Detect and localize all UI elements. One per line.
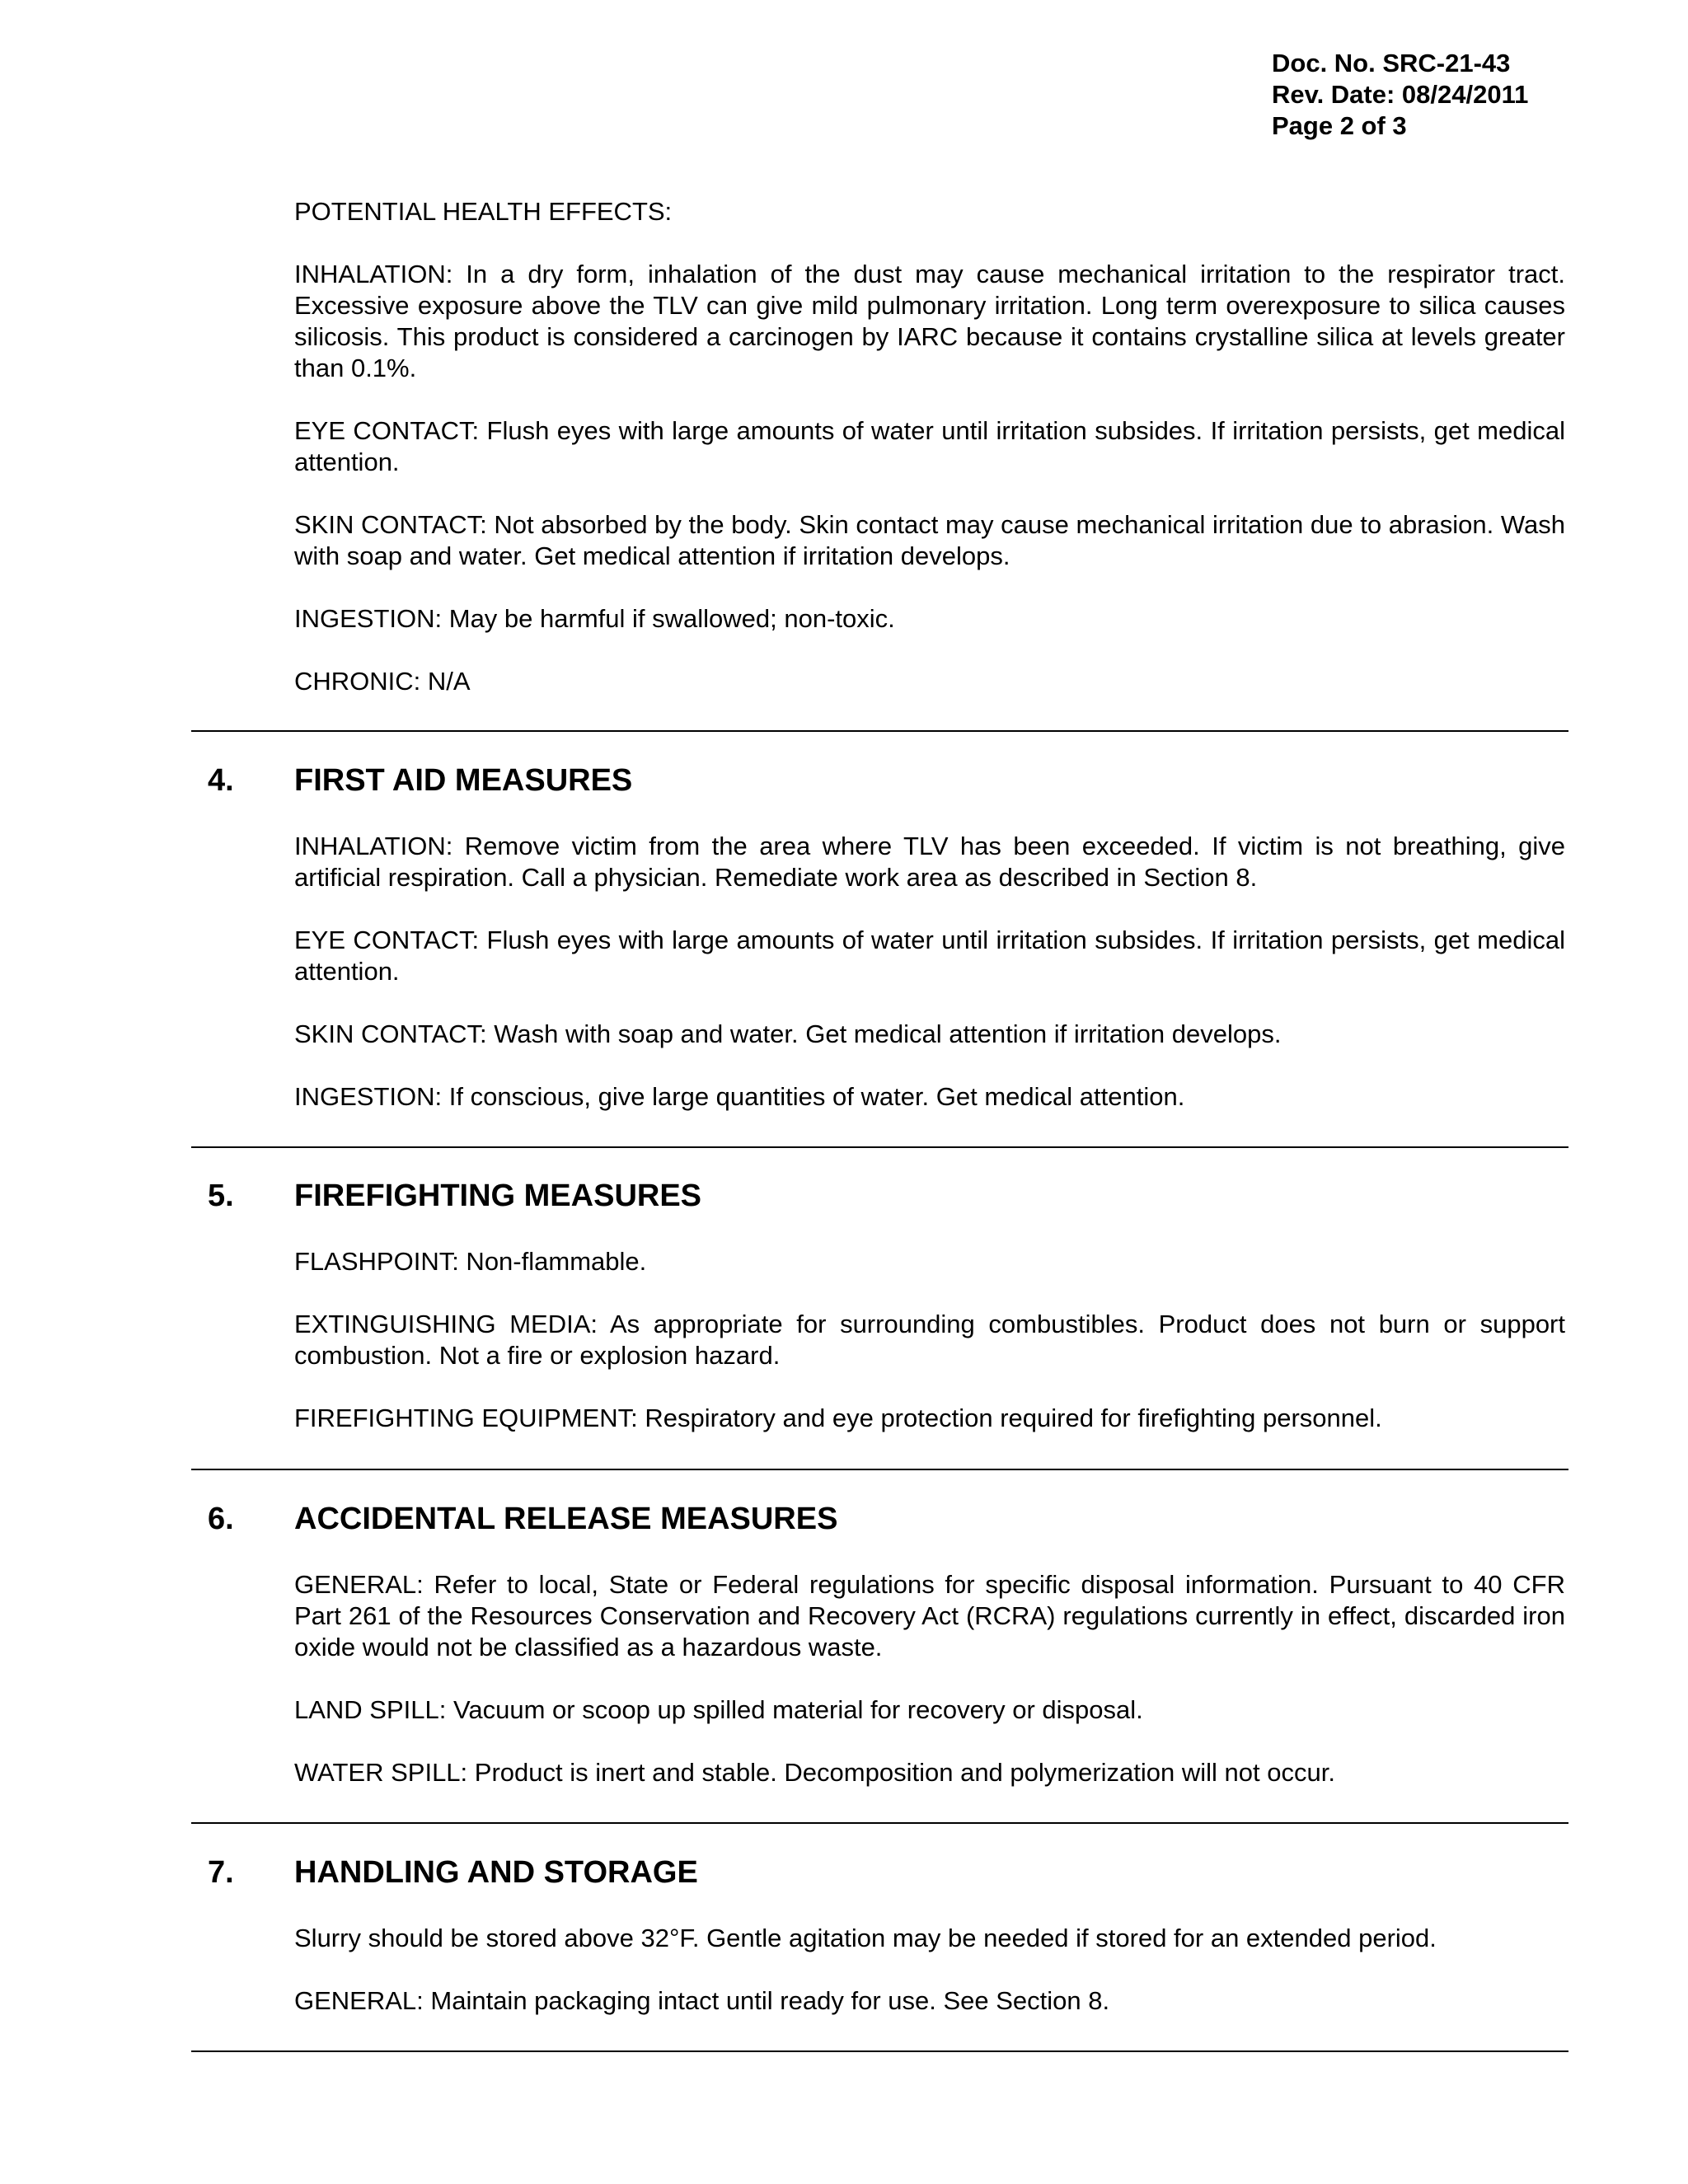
firefighting-equipment-paragraph: FIREFIGHTING EQUIPMENT: Respiratory and eye protection required for firefighting personnel. xyxy=(294,1404,1382,1432)
section-divider xyxy=(191,730,1568,732)
storage-general-paragraph: GENERAL: Maintain packaging intact until ready for use. See Section 8. xyxy=(294,1986,1110,2015)
first-aid-ingestion-paragraph: INGESTION: If conscious, give large quantities of water. Get medical attention. xyxy=(294,1082,1185,1111)
health-inhalation-paragraph: INHALATION: In a dry form, inhalation of the dust may cause mechanical irritation to the respirator tract. Excessive exposure above the TLV can give mild pulmonary irritation. Long term overexposure to silica causes silicosis. This product is considered a carcinogen by IARC because it contains crystalline silica at levels greater than 0.1%. xyxy=(294,260,1565,382)
section-7-number: 7. xyxy=(208,1855,234,1890)
section-4-title: FIRST AID MEASURES xyxy=(294,763,633,798)
section-divider xyxy=(191,2050,1568,2052)
section-5-title: FIREFIGHTING MEASURES xyxy=(294,1179,702,1213)
doc-number: Doc. No. SRC-21-43 xyxy=(1272,49,1511,77)
slurry-storage-paragraph: Slurry should be stored above 32°F. Gentle agitation may be needed if stored for an extended period. xyxy=(294,1924,1437,1952)
first-aid-skin-contact-paragraph: SKIN CONTACT: Wash with soap and water. Get medical attention if irritation develops. xyxy=(294,1019,1282,1048)
land-spill-paragraph: LAND SPILL: Vacuum or scoop up spilled material for recovery or disposal. xyxy=(294,1695,1143,1724)
health-chronic-paragraph: CHRONIC: N/A xyxy=(294,667,471,696)
section-4-number: 4. xyxy=(208,763,234,798)
section-divider xyxy=(191,1469,1568,1470)
section-7-title: HANDLING AND STORAGE xyxy=(294,1855,698,1890)
release-general-paragraph: GENERAL: Refer to local, State or Federal regulations for specific disposal information. Pursuant to 40 CFR Part 261 of the Resources Conservation and Recovery Act (RCRA) regulations currently in effect, discarded iron oxide would not be classified as a hazardous waste. xyxy=(294,1570,1565,1661)
section-divider xyxy=(191,1822,1568,1824)
water-spill-paragraph: WATER SPILL: Product is inert and stable. Decomposition and polymerization will not occur. xyxy=(294,1758,1335,1787)
revision-date: Rev. Date: 08/24/2011 xyxy=(1272,80,1529,109)
first-aid-eye-contact-paragraph: EYE CONTACT: Flush eyes with large amounts of water until irritation subsides. If irritation persists, get medical attention. xyxy=(294,926,1565,986)
section-divider xyxy=(191,1146,1568,1148)
health-ingestion-paragraph: INGESTION: May be harmful if swallowed; non-toxic. xyxy=(294,604,895,633)
extinguishing-media-paragraph: EXTINGUISHING MEDIA: As appropriate for surrounding combustibles. Product does not burn or support combustion. Not a fire or explosion hazard. xyxy=(294,1310,1565,1370)
page-number: Page 2 of 3 xyxy=(1272,111,1407,140)
health-skin-contact-paragraph: SKIN CONTACT: Not absorbed by the body. Skin contact may cause mechanical irritation due to abrasion. Wash with soap and water. Get medical attention if irritation develops. xyxy=(294,510,1565,570)
health-effects-heading: POTENTIAL HEALTH EFFECTS: xyxy=(294,197,673,226)
first-aid-inhalation-paragraph: INHALATION: Remove victim from the area where TLV has been exceeded. If victim is not breathing, give artificial respiration. Call a physician. Remediate work area as described in Section 8. xyxy=(294,832,1565,892)
document-header xyxy=(1272,48,1528,142)
section-5-number: 5. xyxy=(208,1179,234,1213)
section-6-number: 6. xyxy=(208,1502,234,1536)
flashpoint-paragraph: FLASHPOINT: Non-flammable. xyxy=(294,1247,647,1276)
section-6-title: ACCIDENTAL RELEASE MEASURES xyxy=(294,1502,838,1536)
health-eye-contact-paragraph: EYE CONTACT: Flush eyes with large amounts of water until irritation subsides. If irritation persists, get medical attention. xyxy=(294,416,1565,476)
